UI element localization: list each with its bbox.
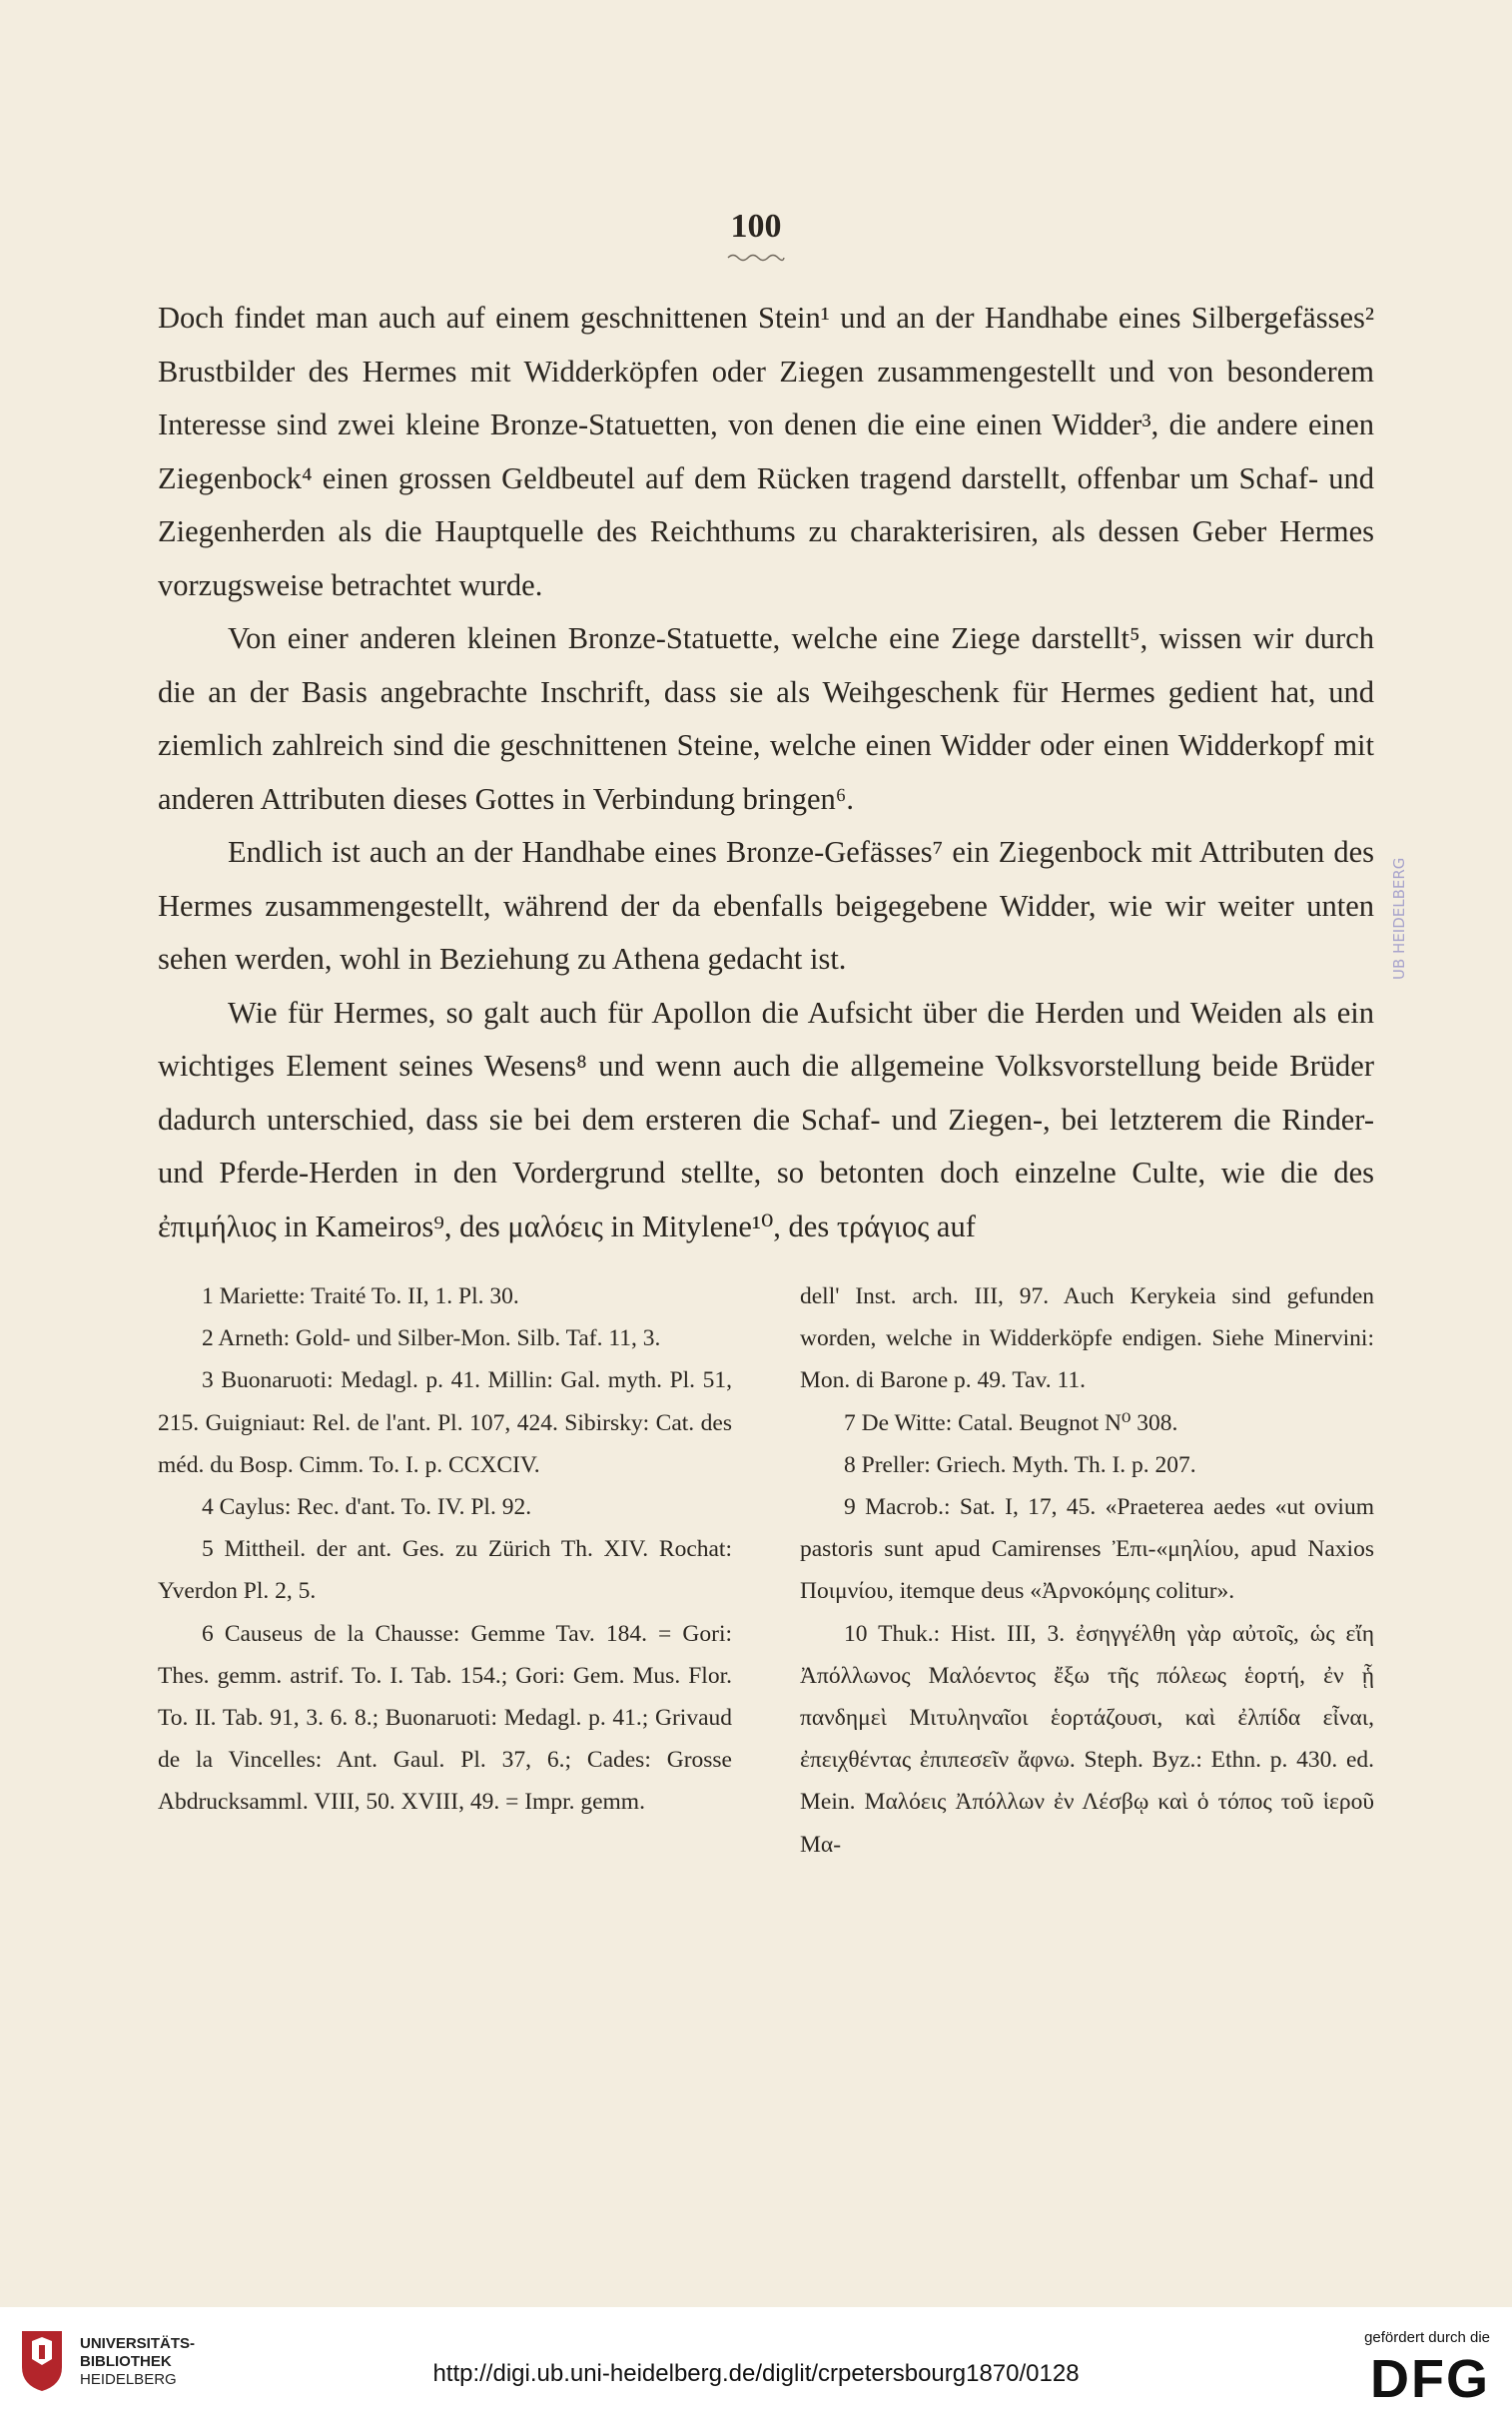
footnote: 6 Causeus de la Chausse: Gemme Tav. 184. = Gori: Thes. gemm. astrif. To. I. Tab. 154.; Gori: Gem. Mus. Flor. To. II. Tab. 91, 3. 6. 8.; Buonaruoti: Medagl. p. 41.; Grivaud de la Vincelles: Ant. Gaul. Pl. 37, 6.; Cades: Grosse Abdrucksamml. VIII, 50. XVIII, 49. = Impr. gemm. [158,1620,732,1816]
paragraph: Wie für Hermes, so galt auch für Apollon die Aufsicht über die Herden und Weiden als ein wichtiges Element seines Wesens⁸ und wenn auch die allgemeine Volksvorstellung beide Brüder dadurch unterschied, dass sie bei dem ersteren die Schaf- und Ziegen-, bei letzterem die Rinder- und Pferde-Herden in den Vordergrund stellte, so betonten doch einzelne Culte, wie die des ἐπιμήλιος in Kameiros⁹, des μαλόεις in Mitylene¹⁰, des τράγιος auf [158,995,1374,1243]
paragraph: Endlich ist auch an der Handhabe eines Bronze-Gefässes⁷ ein Ziegenbock mit Attributen des Hermes zusammengestellt, während der da ebenfalls beigegebene Widder, wie wir weiter unten sehen werden, wohl in Beziehung zu Athena gedacht ist. [158,835,1374,976]
main-text [158,292,1374,1253]
footnotes [158,1275,1374,1866]
footnote: 9 Macrob.: Sat. I, 17, 45. «Praeterea aedes «ut ovium pastoris sunt apud Camirenses Ἐπι-«μηλίου, apud Naxios Ποιμνίου, itemque deus «Ἀρνοκόμης colitur». [800,1494,1374,1605]
paragraph: Doch findet man auch auf einem geschnittenen Stein¹ und an der Handhabe eines Silbergefässes² Brustbilder des Hermes mit Widderköpfen oder Ziegen zusammengestellt und von besonderem Interesse sind zwei kleine Bronze-Statuetten, von denen die eine einen Widder³, die andere einen Ziegenbock⁴ einen grossen Geldbeutel auf dem Rücken tragend darstellt, offenbar um Schaf- und Ziegenherden als die Hauptquelle des Reichthums zu charakterisiren, als dessen Geber Hermes vorzugsweise betrachtet wurde. [158,301,1374,602]
footnotes-right-column [800,1275,1374,1866]
footnote-continuation: dell' Inst. arch. III, 97. Auch Kerykeia sind gefunden worden, welche in Widderköpfe endigen. Siehe Minervini: Mon. di Barone p. 49. Tav. 11. [800,1283,1374,1394]
footnote: 5 Mittheil. der ant. Ges. zu Zürich Th. XIV. Rochat: Yverdon Pl. 2, 5. [158,1536,732,1605]
footnote: 4 Caylus: Rec. d'ant. To. IV. Pl. 92. [202,1494,532,1521]
dfg-logo: DFG [1370,2349,1490,2409]
footnote: 8 Preller: Griech. Myth. Th. I. p. 207. [844,1451,1196,1478]
page-number: 100 [730,208,782,245]
footer-bar [0,2307,1512,2418]
library-stamp: UB HEIDELBERG [1390,857,1408,981]
footnote: 10 Thuk.: Hist. III, 3. ἐσηγγέλθη γὰρ αὐτοῖς, ὡς εἴη Ἀπόλλωνος Μαλόεντος ἔξω τῆς πόλεως ἑορτή, ἐν ᾗ πανδημεὶ Μιτυληναῖοι ἑορτάζουσι, καὶ ἐλπίδα εἶναι, ἐπειχθέντας ἐπιπεσεῖν ἄφνω. Steph. Byz.: Ethn. p. 430. ed. Mein. Μαλόεις Ἀπόλλων ἐν Λέσβῳ καὶ ὁ τόπος τοῦ ἱεροῦ Μα- [800,1620,1374,1858]
wavy-ornament-icon [726,252,786,264]
university-name: UNIVERSITÄTS- BIBLIOTHEK HEIDELBERG [80,2335,196,2388]
footnote: 7 De Witte: Catal. Beugnot N⁰ 308. [844,1409,1178,1436]
footnotes-left-column [158,1275,732,1866]
permalink-url[interactable]: http://digi.ub.uni-heidelberg.de/diglit/crpetersbourg1870/0128 [432,2360,1080,2387]
paragraph: Von einer anderen kleinen Bronze-Statuette, welche eine Ziege darstellt⁵, wissen wir durch die an der Basis angebrachte Inschrift, dass sie als Weihgeschenk für Hermes gedient hat, und ziemlich zahlreich sind die geschnittenen Steine, welche einen Widder oder einen Widderkopf mit anderen Attributen dieses Gottes in Verbindung bringen⁶. [158,621,1374,816]
footnote: 1 Mariette: Traité To. II, 1. Pl. 30. [202,1283,519,1309]
footnote: 3 Buonaruoti: Medagl. p. 41. Millin: Gal. myth. Pl. 51, 215. Guigniaut: Rel. de l'ant. Pl. 107, 424. Sibirsky: Cat. des méd. du Bosp. Cimm. To. I. p. CCXCIV. [158,1367,732,1478]
funding-note: gefördert durch die [1364,2329,1490,2346]
footnote: 2 Arneth: Gold- und Silber-Mon. Silb. Taf. 11, 3. [202,1325,661,1352]
